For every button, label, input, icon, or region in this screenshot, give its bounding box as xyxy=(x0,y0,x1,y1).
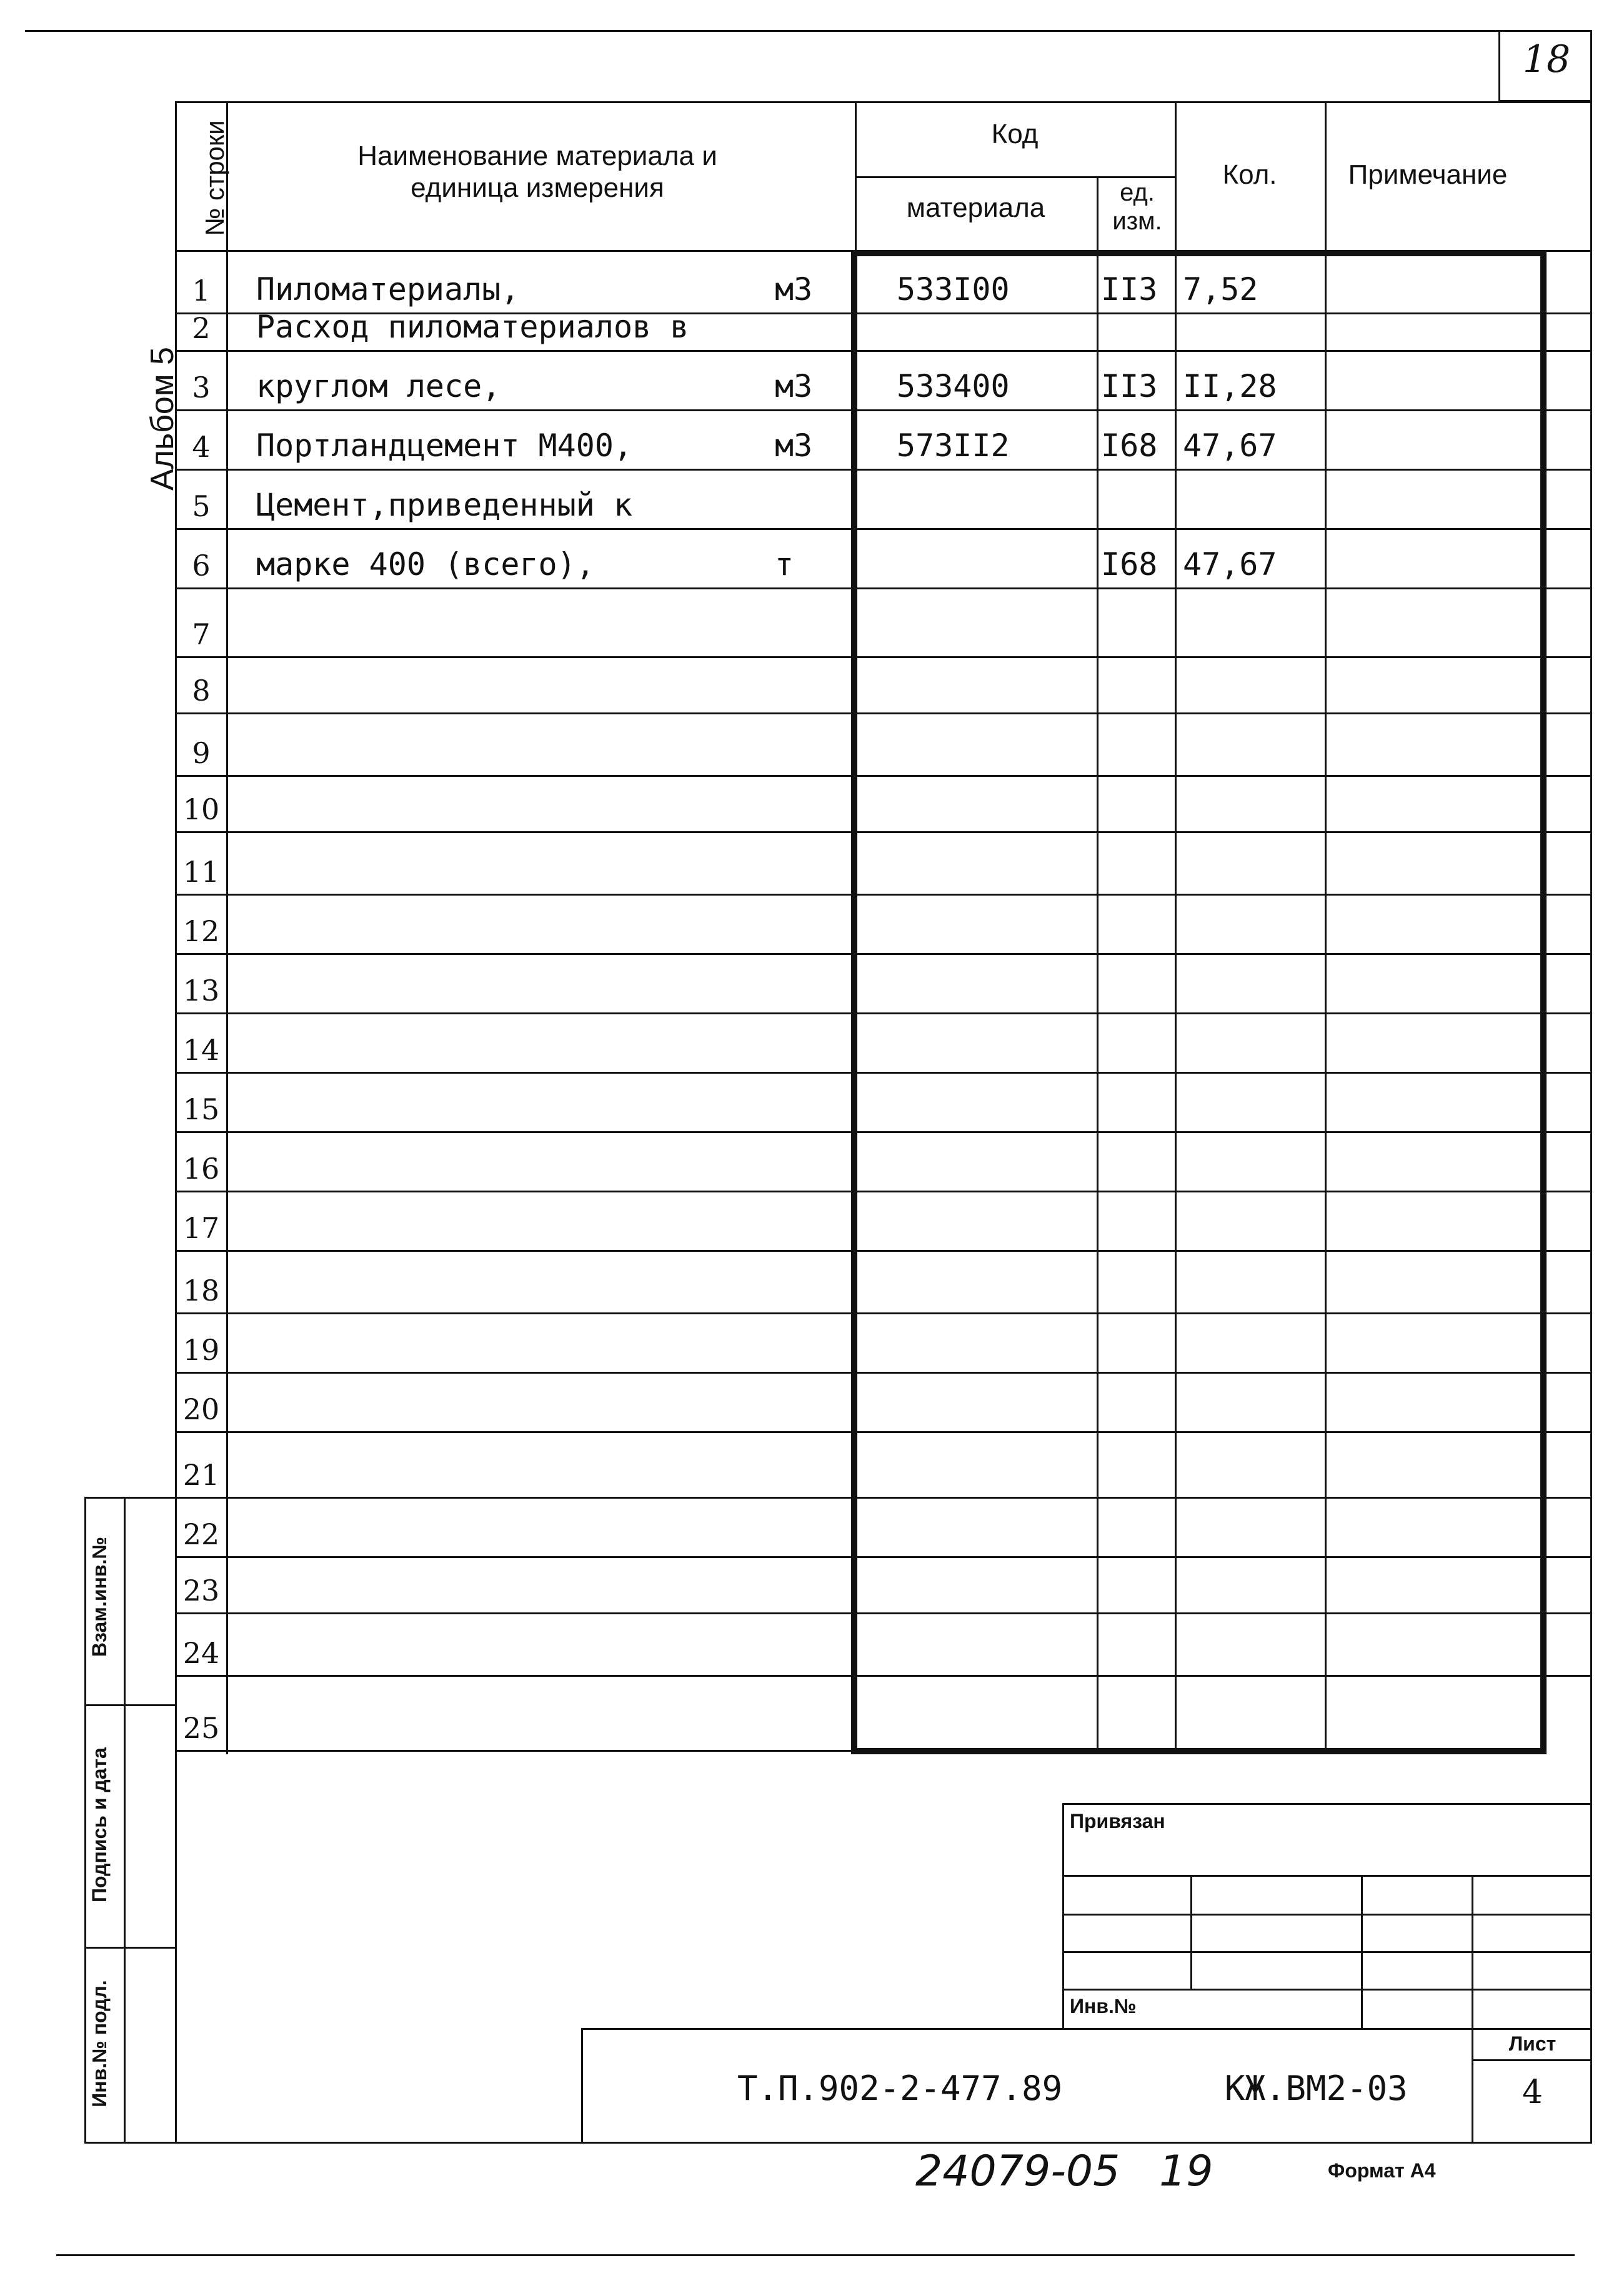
row-number: 3 xyxy=(192,371,211,404)
row-number: 5 xyxy=(192,489,211,523)
row-number: 13 xyxy=(182,974,220,1007)
row-material-code: 533I00 xyxy=(897,271,1010,307)
stamp-inv-no: Инв.№ xyxy=(1070,1995,1137,2017)
stamp-code: КЖ.ВМ2-03 xyxy=(1225,2069,1408,2108)
row-unit: м3 xyxy=(775,427,813,464)
header-qty: Кол. xyxy=(1222,159,1277,190)
row-number: 2 xyxy=(192,311,211,345)
side-label-vzam: Взам.инв.№ xyxy=(88,1536,111,1657)
row-number: 6 xyxy=(192,549,211,582)
row-number: 16 xyxy=(182,1152,220,1186)
stamp-privyazan: Привязан xyxy=(1070,1810,1165,1832)
row-unit-code: II3 xyxy=(1101,271,1158,307)
row-number: 9 xyxy=(192,736,211,770)
row-number: 10 xyxy=(182,792,220,826)
row-number: 25 xyxy=(182,1711,220,1745)
row-number: 1 xyxy=(192,274,211,307)
header-code-material: материала xyxy=(906,192,1045,223)
row-number: 20 xyxy=(182,1392,220,1426)
header-code: Код xyxy=(991,119,1039,149)
header-name: Наименование материала и единица измерения xyxy=(357,141,717,203)
row-name: марке 400 (всего), xyxy=(256,546,595,582)
row-number: 12 xyxy=(182,914,220,948)
row-material-code: 573II2 xyxy=(897,427,1010,464)
stamp-designation: Т.П.902-2-477.89 xyxy=(737,2069,1063,2108)
row-name: Портландцемент М400, xyxy=(256,427,633,464)
row-unit: м3 xyxy=(775,368,813,404)
side-label-inv-podl: Инв.№ подл. xyxy=(88,1980,111,2107)
row-quantity: II,28 xyxy=(1183,368,1277,404)
side-label-podpis: Подпись и дата xyxy=(88,1747,111,1902)
row-name: Пиломатериалы, xyxy=(256,271,520,307)
footer-page: 19 xyxy=(1159,2147,1213,2196)
row-quantity: 47,67 xyxy=(1183,427,1277,464)
row-unit: м3 xyxy=(775,271,813,307)
header-note: Примечание xyxy=(1348,159,1508,190)
row-number: 8 xyxy=(192,674,211,707)
row-material-code: 533400 xyxy=(897,368,1010,404)
row-number: 15 xyxy=(182,1092,220,1126)
row-quantity: 47,67 xyxy=(1183,546,1277,582)
row-number: 22 xyxy=(182,1517,220,1551)
row-unit-code: I68 xyxy=(1101,546,1158,582)
row-quantity: 7,52 xyxy=(1183,271,1258,307)
row-number: 4 xyxy=(192,430,211,464)
row-number: 14 xyxy=(182,1033,220,1067)
row-number: 11 xyxy=(182,855,220,889)
footer-number: 24079-05 xyxy=(915,2147,1120,2196)
row-name: круглом лесе, xyxy=(256,368,501,404)
row-name: Расход пиломатериалов в xyxy=(256,309,689,345)
page-number: 18 xyxy=(1522,37,1571,81)
row-unit-code: I68 xyxy=(1101,427,1158,464)
row-number: 23 xyxy=(182,1574,220,1607)
row-number: 7 xyxy=(192,617,211,651)
row-unit: т xyxy=(775,546,794,582)
row-number: 17 xyxy=(182,1211,220,1245)
stamp-sheet-number: 4 xyxy=(1522,2074,1543,2111)
header-code-unit: ед. изм. xyxy=(1112,179,1162,235)
row-name: Цемент,приведенный к xyxy=(256,487,633,523)
album-label: Альбом 5 xyxy=(144,347,181,491)
header-row-number: № строки xyxy=(200,120,229,236)
stamp-sheet-label: Лист xyxy=(1508,2032,1557,2055)
row-number: 18 xyxy=(182,1274,220,1307)
row-number: 19 xyxy=(182,1333,220,1367)
row-number: 21 xyxy=(182,1458,220,1492)
row-unit-code: II3 xyxy=(1101,368,1158,404)
footer-format: Формат А4 xyxy=(1328,2159,1436,2182)
row-number: 24 xyxy=(182,1636,220,1670)
